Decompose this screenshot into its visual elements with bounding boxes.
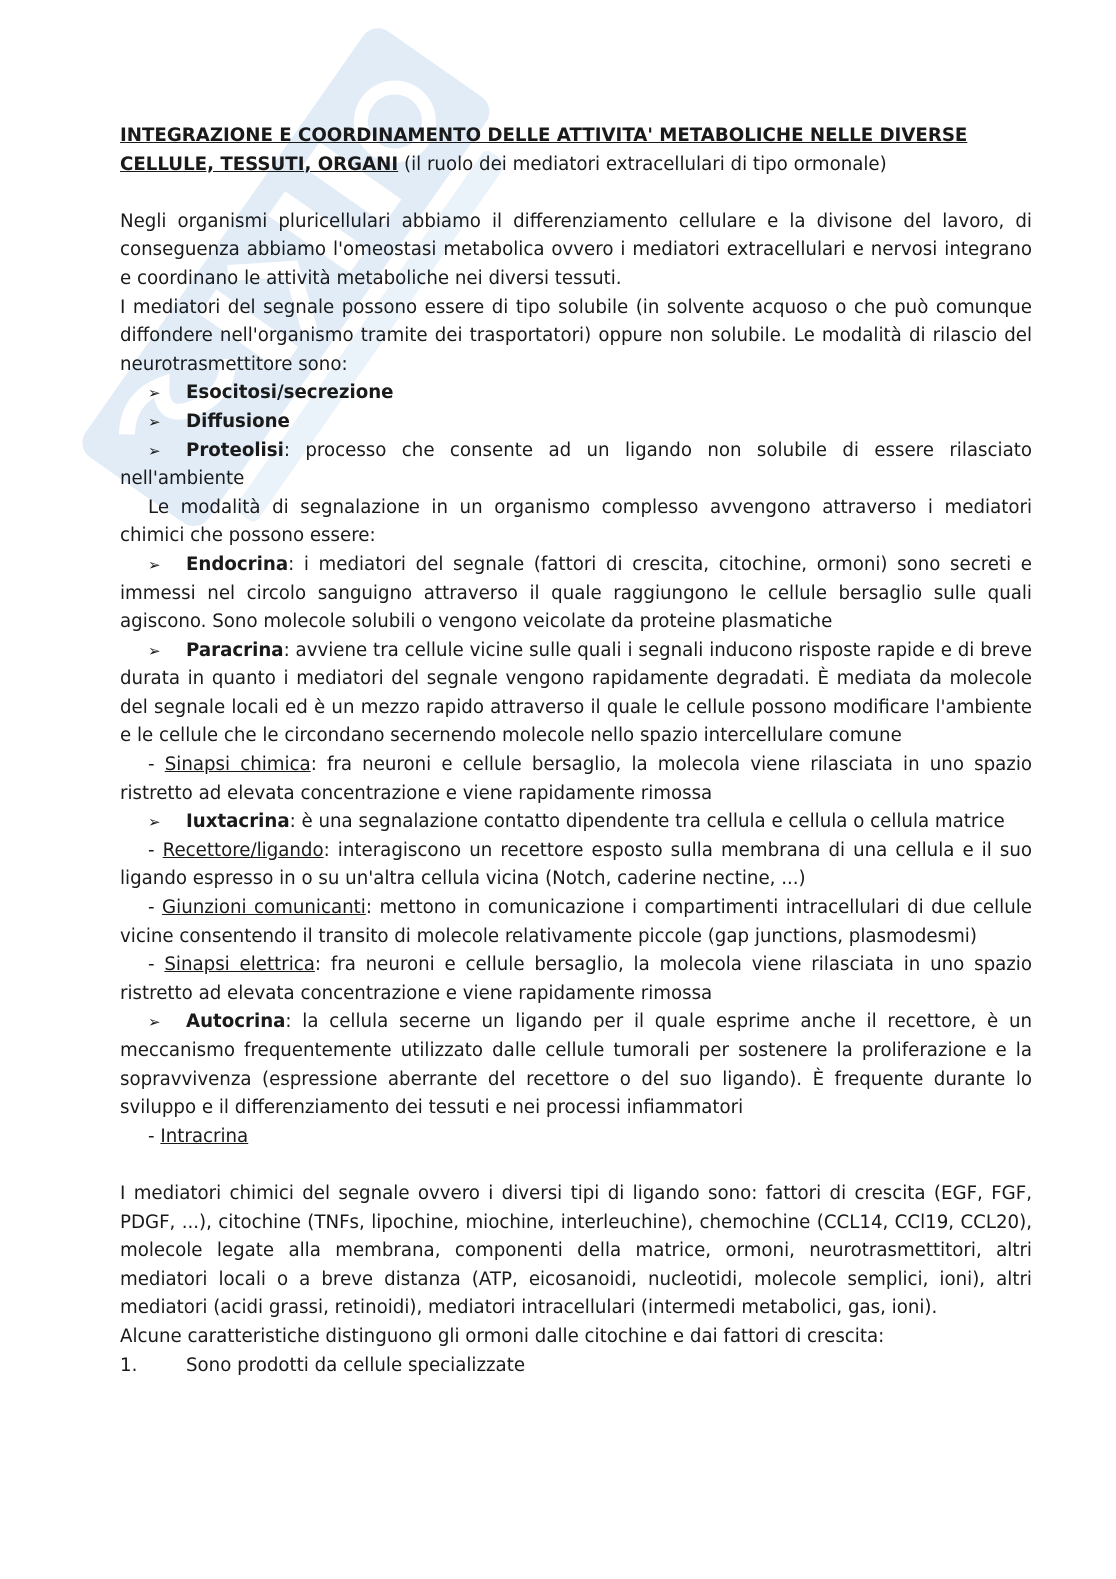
mediators-characteristics: Alcune caratteristiche distinguono gli ormoni dalle citochine e dai fattori di crescita:	[120, 1325, 885, 1347]
sub-giunzioni-comunicanti: - Giunzioni comunicanti: mettono in comunicazione i compartimenti intracellulari di due cellule vicine consentendo il transito di molecole relativamente piccole (gap junctions, plasmodesmi)	[120, 897, 1032, 947]
list-text: Sono prodotti da cellule specializzate	[186, 1354, 526, 1376]
sub-intracrina: - Intracrina	[148, 1125, 249, 1147]
title-bold: INTEGRAZIONE E COORDINAMENTO DELLE ATTIVITA' METABOLICHE NELLE DIVERSE CELLULE, TESSUTI, ORGANI	[120, 125, 968, 175]
release-item: ➢ Proteolisi: processo che consente ad un ligando non solubile di essere rilasciato nell'ambiente	[120, 437, 1032, 494]
title-rest: (il ruolo dei mediatori extracellulari di tipo ormonale)	[398, 153, 887, 175]
release-item: ➢ Esocitosi/secrezione	[120, 379, 1032, 408]
numbered-list-item	[120, 1352, 1032, 1381]
mediators-paragraph: I mediatori chimici del segnale ovvero i diversi tipi di ligando sono: fattori di crescita (EGF, FGF, PDGF, ...), citochine (TNFs, lipochine, miochine, interleuchine), chemochine (CCL14, CCl19, CCL20), molecole legate alla membrana, componenti della matrice, ormoni, neurotrasmettitori, altri mediatori locali o a breve distanza (ATP, eicosanoidi, nucleotidi, molecole semplici, ioni), altri mediatori (acidi grassi, retinoidi), mediatori intracellulari (intermedi metabolici, gas, ioni).	[120, 1182, 1032, 1319]
arrow-bullet-icon: ➢	[148, 1013, 161, 1032]
release-item: ➢ Diffusione	[120, 408, 1032, 437]
signaling-paracrina: ➢ Paracrina: avviene tra cellule vicine sulle quali i segnali inducono risposte rapide e di breve durata in quanto i mediatori del segnale vengono rapidamente degradati. È mediata da molecole del segnale locali ed è un mezzo rapido attraverso il quale le cellule possono modificare l'ambiente e le cellule che le circondano secernendo molecole nello spazio intercellulare comune	[120, 637, 1032, 751]
signaling-endocrina: ➢ Endocrina: i mediatori del segnale (fattori di crescita, citochine, ormoni) sono secreti e immessi nel circolo sanguigno attraverso il quale raggiungono le cellule bersaglio sulle quali agiscono. Sono molecole solubili o vengono veicolate da proteine plasmatiche	[120, 551, 1032, 637]
arrow-bullet-icon: ➢	[148, 412, 161, 431]
arrow-bullet-icon: ➢	[148, 384, 161, 403]
arrow-bullet-icon: ➢	[148, 813, 161, 832]
sub-sinapsi-chimica: - Sinapsi chimica: fra neuroni e cellule bersaglio, la molecola viene rilasciata in uno spazio ristretto ad elevata concentrazione e viene rapidamente rimossa	[120, 754, 1032, 804]
sub-recettore-ligando: - Recettore/ligando: interagiscono un recettore esposto sulla membrana di una cellula e il suo ligando espresso in o su un'altra cellula vicina (Notch, caderine nectine, ...)	[120, 839, 1032, 890]
arrow-bullet-icon: ➢	[148, 555, 161, 574]
list-number: 1.	[120, 1354, 138, 1376]
document-title	[120, 122, 1032, 179]
signaling-iuxtacrina: ➢ Iuxtacrina: è una segnalazione contatto dipendente tra cellula e cellula o cellula matrice	[120, 808, 1032, 837]
arrow-bullet-icon: ➢	[148, 441, 161, 460]
signaling-autocrina: ➢ Autocrina: la cellula secerne un ligando per il quale esprime anche il recettore, è un meccanismo frequentemente utilizzato dalle cellule tumorali per sostenere la proliferazione e la sopravvivenza (espressione aberrante del recettore o del suo ligando). È frequente durante lo sviluppo e il differenziamento dei tessuti e nei processi infiammatori	[120, 1008, 1032, 1122]
sub-sinapsi-elettrica: - Sinapsi elettrica: fra neuroni e cellule bersaglio, la molecola viene rilasciata in uno spazio ristretto ad elevata concentrazione e viene rapidamente rimossa	[120, 954, 1032, 1004]
intro-paragraph-2: I mediatori del segnale possono essere di tipo solubile (in solvente acquoso o che può comunque diffondere nell'organismo tramite dei trasportatori) oppure non solubile. Le modalità di rilascio del neurotrasmettitore sono:	[120, 296, 1032, 375]
document-page	[120, 122, 1032, 1380]
arrow-bullet-icon: ➢	[148, 641, 161, 660]
intro-paragraph-1: Negli organismi pluricellulari abbiamo il differenziamento cellulare e la divisone del lavoro, di conseguenza abbiamo l'omeostasi metabolica ovvero i mediatori extracellulari e nervosi integrano e coordinano le attività metaboliche nei diversi tessuti.	[120, 210, 1032, 289]
signaling-intro: Le modalità di segnalazione in un organismo complesso avvengono attraverso i mediatori chimici che possono essere:	[120, 496, 1032, 547]
